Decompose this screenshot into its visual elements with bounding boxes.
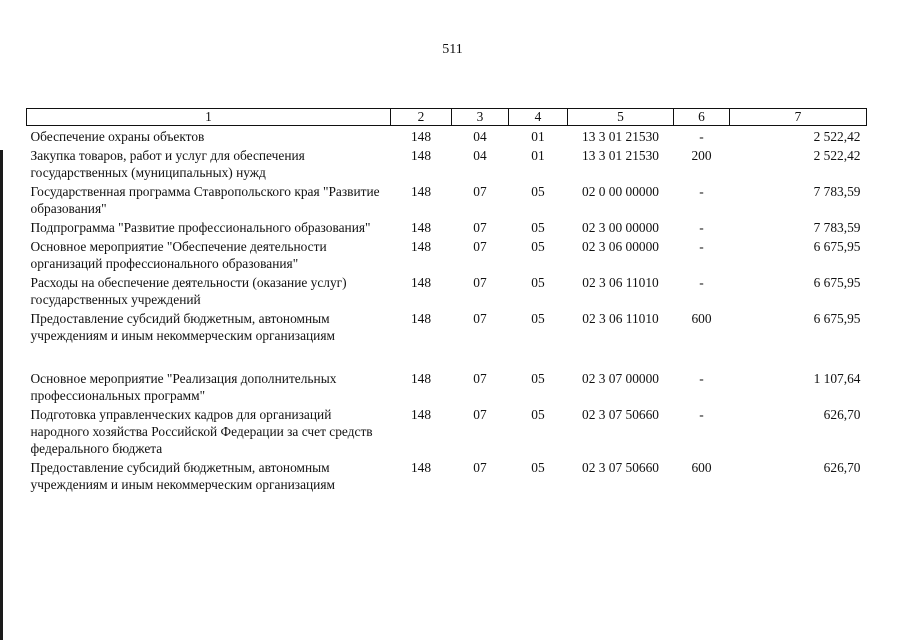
row-col-7: 626,70 xyxy=(823,460,861,475)
row-col-6: - xyxy=(699,220,704,235)
row-name: Подпрограмма "Развитие профессионального образования" xyxy=(30,220,371,235)
row-col-5: 02 0 00 00000 xyxy=(582,184,659,199)
row-col-4: 05 xyxy=(531,220,545,235)
row-col-5: 02 3 07 00000 xyxy=(582,371,659,386)
row-col-7: 626,70 xyxy=(823,407,861,422)
row-col-7: 6 675,95 xyxy=(813,239,861,254)
row-col-7: 7 783,59 xyxy=(813,220,861,235)
row-col-7: 1 107,64 xyxy=(813,371,861,386)
column-header: 3 xyxy=(452,109,509,126)
row-col-4: 01 xyxy=(531,129,545,144)
row-col-4: 05 xyxy=(531,460,545,475)
row-col-6: - xyxy=(699,407,704,422)
row-col-2: 148 xyxy=(410,311,432,326)
table-row xyxy=(27,181,867,217)
column-header: 4 xyxy=(509,109,568,126)
row-col-6: - xyxy=(699,184,704,199)
row-name: Обеспечение охраны объектов xyxy=(30,129,205,144)
column-header: 2 xyxy=(391,109,452,126)
row-name: Закупка товаров, работ и услуг для обеспечения государственных (муниципальных) нужд xyxy=(30,148,305,180)
row-col-4: 01 xyxy=(531,148,545,163)
row-col-3: 07 xyxy=(473,275,487,290)
row-col-2: 148 xyxy=(410,129,432,144)
row-col-5: 02 3 06 11010 xyxy=(582,275,659,290)
row-col-5: 02 3 06 00000 xyxy=(582,239,659,254)
row-col-2: 148 xyxy=(410,148,432,163)
row-col-3: 07 xyxy=(473,371,487,386)
table-header-row xyxy=(27,109,867,126)
row-col-2: 148 xyxy=(410,460,432,475)
row-col-5: 02 3 07 50660 xyxy=(582,460,659,475)
row-col-6: - xyxy=(699,239,704,254)
row-col-4: 05 xyxy=(531,239,545,254)
row-col-7: 6 675,95 xyxy=(813,275,861,290)
row-col-4: 05 xyxy=(531,311,545,326)
row-col-3: 07 xyxy=(473,460,487,475)
row-col-3: 07 xyxy=(473,220,487,235)
row-name: Основное мероприятие "Обеспечение деятельности организаций профессионального образования" xyxy=(30,239,327,271)
table-row xyxy=(27,457,867,493)
page-left-edge xyxy=(0,150,3,640)
row-name: Расходы на обеспечение деятельности (оказание услуг) государственных учреждений xyxy=(30,275,347,307)
row-col-7: 6 675,95 xyxy=(813,311,861,326)
row-col-2: 148 xyxy=(410,371,432,386)
row-col-3: 04 xyxy=(473,148,487,163)
row-col-6: - xyxy=(699,275,704,290)
row-col-4: 05 xyxy=(531,184,545,199)
row-col-5: 02 3 07 50660 xyxy=(582,407,659,422)
row-col-6: - xyxy=(699,371,704,386)
row-col-4: 05 xyxy=(531,275,545,290)
table-row xyxy=(27,217,867,236)
row-col-6: 200 xyxy=(691,148,712,163)
row-name: Основное мероприятие "Реализация дополнительных профессиональных программ" xyxy=(30,371,337,403)
row-name: Предоставление субсидий бюджетным, автономным учреждениям и иным некоммерческим организациям xyxy=(30,460,335,492)
table-row xyxy=(27,236,867,272)
table-row xyxy=(27,368,867,404)
row-col-3: 04 xyxy=(473,129,487,144)
row-col-4: 05 xyxy=(531,407,545,422)
row-col-5: 13 3 01 21530 xyxy=(582,148,659,163)
column-header: 6 xyxy=(674,109,730,126)
row-col-2: 148 xyxy=(410,275,432,290)
row-col-6: - xyxy=(699,129,704,144)
row-col-5: 02 3 00 00000 xyxy=(582,220,659,235)
column-header: 7 xyxy=(730,109,867,126)
page-number: 511 xyxy=(442,42,463,57)
table-row xyxy=(27,308,867,344)
row-col-2: 148 xyxy=(410,239,432,254)
row-col-3: 07 xyxy=(473,311,487,326)
table-row xyxy=(27,404,867,457)
row-name: Государственная программа Ставропольского края "Развитие образования" xyxy=(30,184,380,216)
row-spacer xyxy=(27,344,867,368)
row-col-2: 148 xyxy=(410,407,432,422)
row-col-5: 02 3 06 11010 xyxy=(582,311,659,326)
row-name: Предоставление субсидий бюджетным, автономным учреждениям и иным некоммерческим организациям xyxy=(30,311,335,343)
column-header: 1 xyxy=(27,109,391,126)
row-col-2: 148 xyxy=(410,220,432,235)
row-col-4: 05 xyxy=(531,371,545,386)
table-row xyxy=(27,272,867,308)
row-col-5: 13 3 01 21530 xyxy=(582,129,659,144)
row-col-6: 600 xyxy=(691,311,712,326)
budget-table xyxy=(26,108,867,493)
row-col-7: 2 522,42 xyxy=(813,129,861,144)
column-header: 5 xyxy=(568,109,674,126)
row-col-6: 600 xyxy=(691,460,712,475)
row-col-2: 148 xyxy=(410,184,432,199)
table-row xyxy=(27,126,867,146)
row-col-3: 07 xyxy=(473,239,487,254)
row-col-7: 2 522,42 xyxy=(813,148,861,163)
row-name: Подготовка управленческих кадров для организаций народного хозяйства Российской Федерации за счет средств федерального бюджета xyxy=(30,407,373,456)
table-row xyxy=(27,145,867,181)
row-col-7: 7 783,59 xyxy=(813,184,861,199)
row-col-3: 07 xyxy=(473,184,487,199)
row-col-3: 07 xyxy=(473,407,487,422)
